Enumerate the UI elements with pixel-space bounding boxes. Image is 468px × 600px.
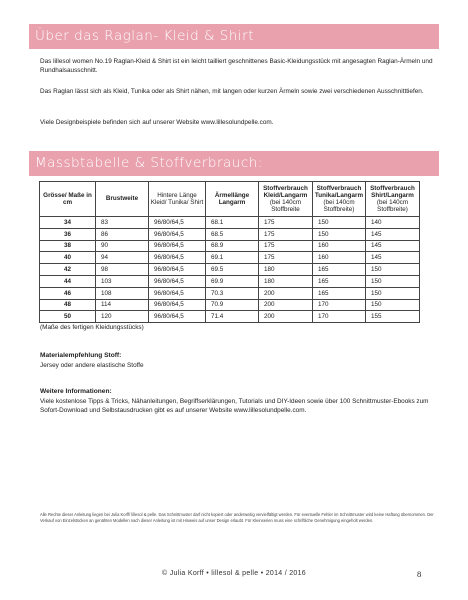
size-table-header-row bbox=[40, 182, 420, 217]
table-cell: 103 bbox=[96, 275, 149, 287]
table-cell: 68.5 bbox=[206, 228, 259, 240]
table-row bbox=[40, 217, 420, 229]
table-cell: 145 bbox=[366, 240, 420, 252]
table-cell: 96/80/64,5 bbox=[149, 217, 206, 229]
table-cell: 175 bbox=[259, 240, 313, 252]
table-cell: 69.5 bbox=[206, 264, 259, 276]
table-cell: 83 bbox=[96, 217, 149, 229]
column-header-fabric-shirt: Stoffverbrauch Shirt/Langarm (bei 140cm Stoffbreite) bbox=[366, 182, 420, 217]
column-header-bust: Brustweite bbox=[96, 182, 149, 217]
section-title-about: Über das Raglan- Kleid & Shirt bbox=[29, 24, 439, 49]
column-header-fabric-tunic: Stoffverbrauch Tunika/Langarm (bei 140cm Stoffbreite) bbox=[313, 182, 366, 217]
table-row bbox=[40, 228, 420, 240]
table-cell: 145 bbox=[366, 228, 420, 240]
column-header-fabric-dress: Stoffverbrauch Kleid/Langarm (bei 140cm Stoffbreite bbox=[259, 182, 313, 217]
table-cell: 71.4 bbox=[206, 311, 259, 323]
table-cell: 200 bbox=[259, 311, 313, 323]
table-cell: 150 bbox=[313, 217, 366, 229]
table-row bbox=[40, 299, 420, 311]
table-cell: 145 bbox=[366, 252, 420, 264]
table-row bbox=[40, 264, 420, 276]
table-cell: 69.1 bbox=[206, 252, 259, 264]
table-cell: 96/80/64,5 bbox=[149, 287, 206, 299]
table-cell: 68.1 bbox=[206, 217, 259, 229]
table-cell: 108 bbox=[96, 287, 149, 299]
table-cell: 150 bbox=[366, 287, 420, 299]
table-cell: 175 bbox=[259, 228, 313, 240]
section-title-size-table: Massbtabelle & Stoffverbrauch: bbox=[29, 151, 439, 176]
table-cell: 150 bbox=[366, 275, 420, 287]
table-cell: 70.9 bbox=[206, 299, 259, 311]
column-header-back-length: Hintere Länge Kleid/ Tunika/ Shirt bbox=[149, 182, 206, 217]
table-cell: 170 bbox=[313, 299, 366, 311]
info-text: Viele kostenlose Tipps & Tricks, Nähanleitungen, Begriffserklärungen, Tutorials und DIY-Ideen sowie über 100 Schnittmuster-Ebooks zum Sofort-Download und Selbstausdrucken gibt es auf unserer Website www.lillesolundpelle.com. bbox=[40, 398, 429, 415]
table-cell: 155 bbox=[366, 311, 420, 323]
table-cell: 140 bbox=[366, 217, 420, 229]
table-cell: 150 bbox=[366, 299, 420, 311]
variants-paragraph: Das Raglan lässt sich als Kleid, Tunika oder als Shirt nähen, mit langen oder kurzen Ärmeln sowie zwei verschiedenen Ausschnitttiefen. bbox=[40, 88, 424, 95]
table-cell: 96/80/64,5 bbox=[149, 252, 206, 264]
table-cell: 120 bbox=[96, 311, 149, 323]
table-note: (Maße des fertigen Kleidungsstücks) bbox=[40, 324, 144, 331]
size-cell: 50 bbox=[40, 311, 96, 323]
table-cell: 180 bbox=[259, 275, 313, 287]
page-number: 8 bbox=[417, 569, 422, 579]
table-cell: 96/80/64,5 bbox=[149, 264, 206, 276]
material-text: Jersey oder andere elastische Stoffe bbox=[40, 362, 144, 369]
table-cell: 200 bbox=[259, 287, 313, 299]
material-heading: Materialempfehlung Stoff: bbox=[40, 352, 122, 359]
table-cell: 160 bbox=[313, 252, 366, 264]
table-cell: 94 bbox=[96, 252, 149, 264]
table-cell: 200 bbox=[259, 299, 313, 311]
table-cell: 96/80/64,5 bbox=[149, 240, 206, 252]
table-row bbox=[40, 275, 420, 287]
table-cell: 114 bbox=[96, 299, 149, 311]
size-cell: 38 bbox=[40, 240, 96, 252]
footer-credit: © Julia Korff • lillesol & pelle • 2014 / 2016 bbox=[162, 570, 306, 577]
table-cell: 96/80/64,5 bbox=[149, 299, 206, 311]
table-cell: 96/80/64,5 bbox=[149, 228, 206, 240]
size-cell: 44 bbox=[40, 275, 96, 287]
table-cell: 175 bbox=[259, 252, 313, 264]
table-cell: 160 bbox=[313, 240, 366, 252]
legal-notice: Alle Rechte dieser Anleitung liegen bei Julia Korff/ lillesol & pelle. Das Schnittmuster darf nicht kopiert oder anderweitig vervielfältigt werden. Für eventuelle Fehler im Schnittmuster wird keine Haftung übernommen. Der Verkauf von Einzelstücken an genähten Modellen nach dieser Anleitung ist mit Hinweis auf unser Design erlaubt. Für Kleinserien muss eine schriftliche Genehmigung eingeholt werden. bbox=[40, 512, 434, 524]
table-cell: 150 bbox=[313, 228, 366, 240]
table-row bbox=[40, 311, 420, 323]
size-cell: 46 bbox=[40, 287, 96, 299]
size-cell: 40 bbox=[40, 252, 96, 264]
size-table bbox=[39, 181, 420, 323]
table-cell: 68.9 bbox=[206, 240, 259, 252]
table-cell: 96/80/64,5 bbox=[149, 311, 206, 323]
size-cell: 42 bbox=[40, 264, 96, 276]
table-row bbox=[40, 287, 420, 299]
table-cell: 70.3 bbox=[206, 287, 259, 299]
info-heading: Weitere Informationen: bbox=[40, 388, 112, 395]
table-cell: 175 bbox=[259, 217, 313, 229]
table-cell: 180 bbox=[259, 264, 313, 276]
table-cell: 69.9 bbox=[206, 275, 259, 287]
size-cell: 36 bbox=[40, 228, 96, 240]
table-cell: 96/80/64,5 bbox=[149, 275, 206, 287]
table-row bbox=[40, 240, 420, 252]
size-cell: 34 bbox=[40, 217, 96, 229]
size-cell: 48 bbox=[40, 299, 96, 311]
table-cell: 150 bbox=[366, 264, 420, 276]
table-cell: 90 bbox=[96, 240, 149, 252]
table-cell: 165 bbox=[313, 287, 366, 299]
table-cell: 98 bbox=[96, 264, 149, 276]
table-cell: 165 bbox=[313, 264, 366, 276]
intro-paragraph: Das lillesol women No.19 Raglan-Kleid & Shirt ist ein leicht tailliert geschnittenes Basic-Kleidungsstück mit angesagten Raglan-Ärmeln und Rundhalsausschnitt. bbox=[40, 58, 433, 75]
table-cell: 86 bbox=[96, 228, 149, 240]
table-cell: 170 bbox=[313, 311, 366, 323]
website-paragraph: Viele Designbeispiele befinden sich auf unserer Website www.lillesolundpelle.com. bbox=[40, 119, 274, 126]
table-row bbox=[40, 252, 420, 264]
column-header-sleeve-length: Ärmellänge Langarm bbox=[206, 182, 259, 217]
table-cell: 165 bbox=[313, 275, 366, 287]
column-header-size: Grösse/ Maße in cm bbox=[40, 182, 96, 217]
